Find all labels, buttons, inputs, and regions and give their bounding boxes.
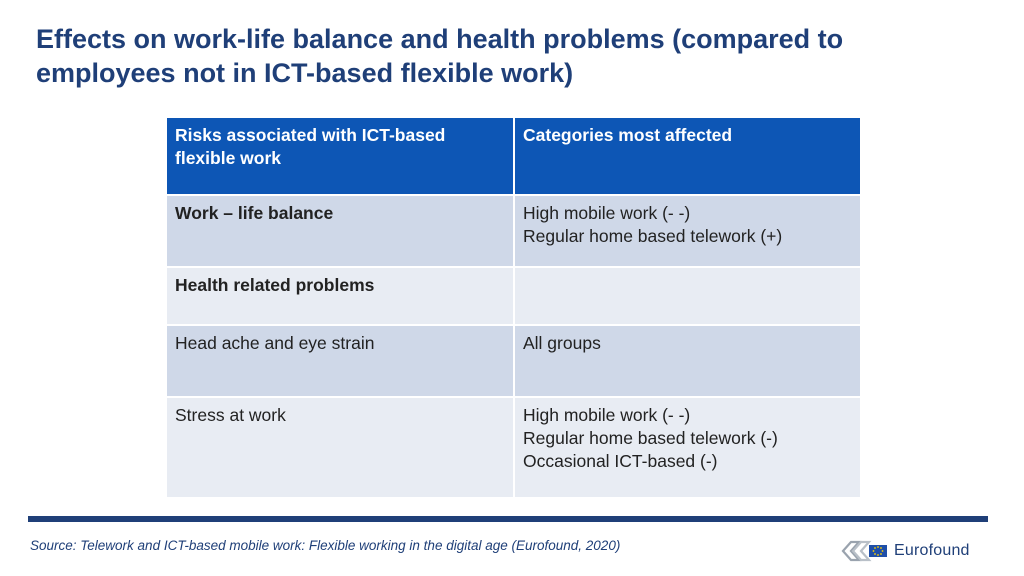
categories-cell [514, 195, 861, 267]
categories-cell [514, 267, 861, 325]
table-row [167, 325, 861, 397]
page-title-line-2: employees not in ICT-based flexible work) [36, 58, 574, 88]
footer-divider [28, 516, 988, 522]
category-line: All groups [523, 333, 601, 353]
risk-cell: Stress at work [167, 397, 514, 498]
risk-table [167, 118, 862, 499]
column-header-risks: Risks associated with ICT-based flexible work [167, 118, 514, 195]
risk-cell: Health related problems [167, 267, 514, 325]
category-line: High mobile work (- -) [523, 203, 691, 223]
categories-cell [514, 325, 861, 397]
category-line: Occasional ICT-based (-) [523, 451, 718, 471]
risk-cell: Head ache and eye strain [167, 325, 514, 397]
column-header-categories: Categories most affected [514, 118, 861, 195]
categories-cell [514, 397, 861, 498]
table-header-row [167, 118, 861, 195]
table-row [167, 195, 861, 267]
category-line: High mobile work (- -) [523, 405, 691, 425]
page-title [36, 22, 996, 90]
source-citation: Source: Telework and ICT-based mobile work: Flexible working in the digital age (Eurofound, 2020) [30, 538, 621, 553]
page-title-line-1: Effects on work-life balance and health problems (compared to [36, 24, 844, 54]
eurofound-logo-icon [840, 538, 890, 564]
table-row [167, 397, 861, 498]
category-line: Regular home based telework (-) [523, 428, 778, 448]
eurofound-logo [840, 538, 970, 564]
risk-cell: Work – life balance [167, 195, 514, 267]
logo-text: Eurofound [894, 542, 970, 559]
table-row [167, 267, 861, 325]
category-line: Regular home based telework (+) [523, 226, 783, 246]
